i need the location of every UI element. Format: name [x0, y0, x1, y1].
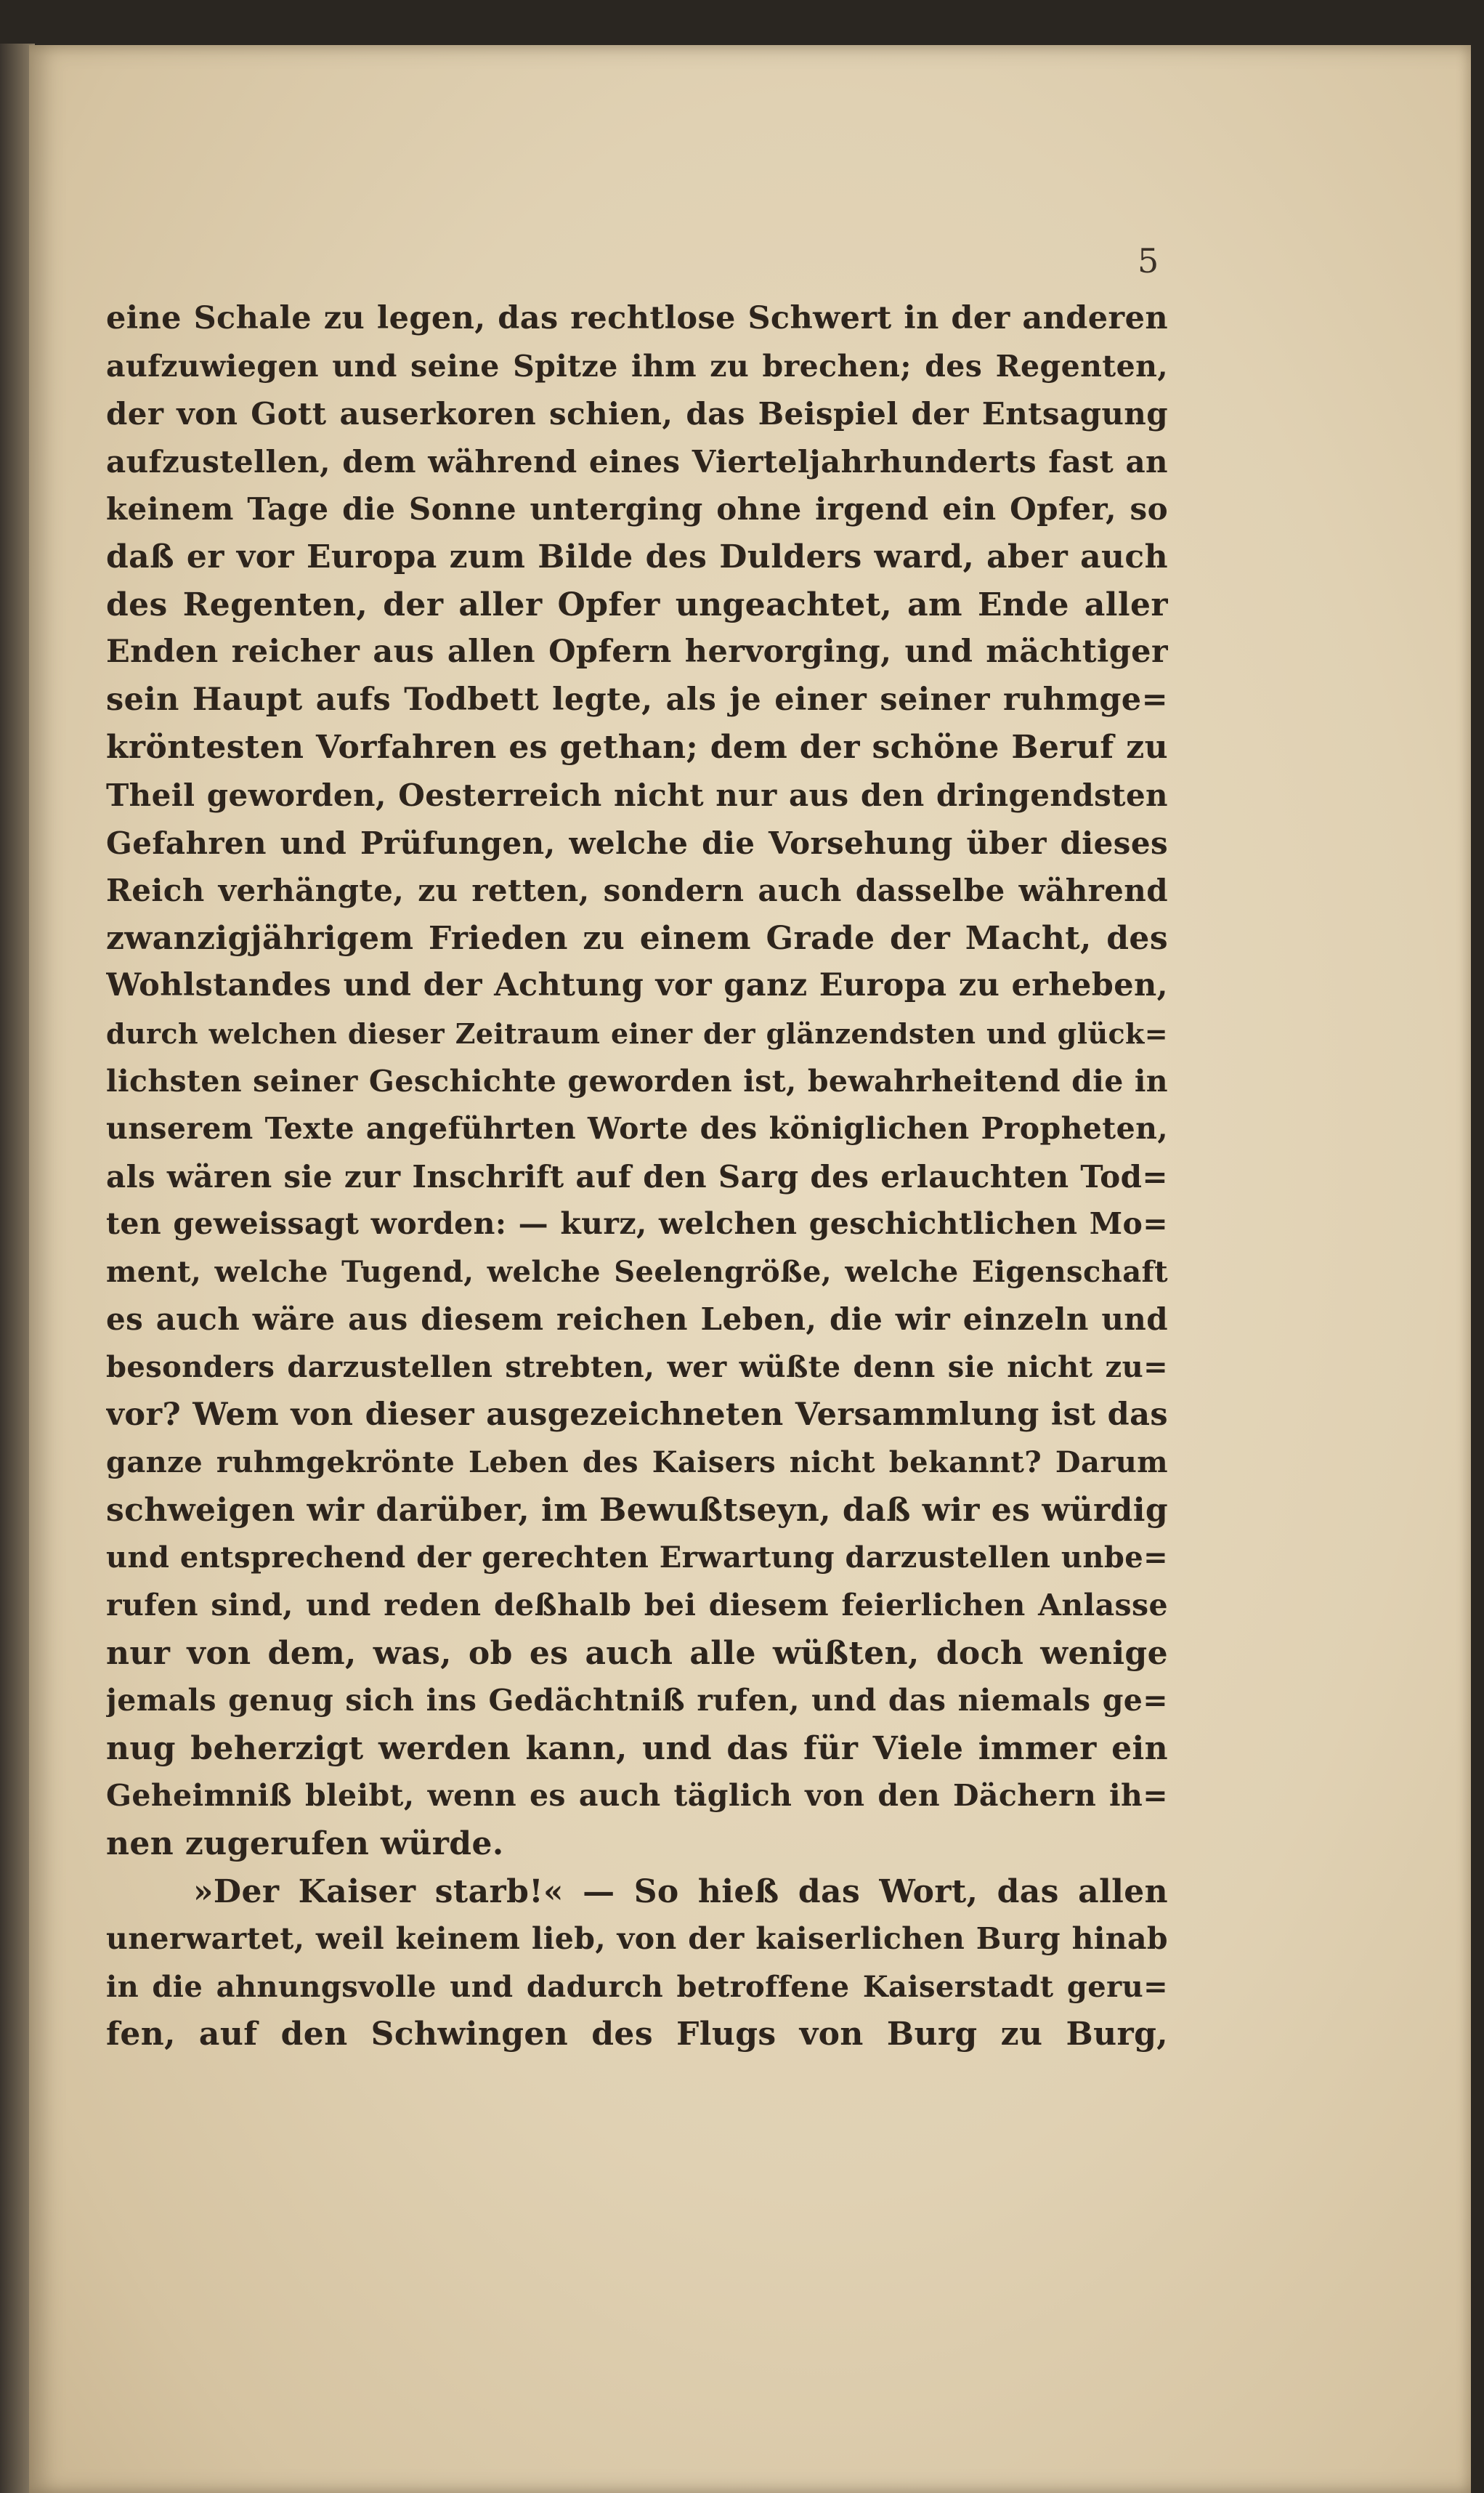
- text-line: eine Schale zu legen, das rechtlose Schwert in der anderen: [106, 300, 1168, 336]
- text-line: kröntesten Vorfahren es gethan; dem der schöne Beruf zu: [106, 729, 1168, 767]
- text-line: Reich verhängte, zu retten, sondern auch dasselbe während: [106, 873, 1168, 909]
- text-line: in die ahnungsvolle und dadurch betroffene Kaiserstadt geru=: [106, 1969, 1168, 2004]
- page-number: 5: [1138, 241, 1159, 280]
- text-line: ganze ruhmgekrönte Leben des Kaisers nicht bekannt? Darum: [106, 1445, 1168, 1480]
- text-line: unserem Texte angeführten Worte des königlichen Propheten,: [106, 1111, 1168, 1147]
- text-line: nen zugerufen würde.: [106, 1825, 504, 1862]
- text-line: rufen sind, und reden deßhalb bei diesem feierlichen Anlasse: [106, 1588, 1168, 1623]
- text-line: besonders darzustellen strebten, wer wüßte denn sie nicht zu=: [106, 1350, 1168, 1385]
- text-line: Geheimniß bleibt, wenn es auch täglich von den Dächern ih=: [106, 1778, 1168, 1814]
- text-line: vor? Wem von dieser ausgezeichneten Versammlung ist das: [106, 1396, 1168, 1433]
- text-line: »Der Kaiser starb!« — So hieß das Wort, das allen: [193, 1872, 1168, 1910]
- text-line: und entsprechend der gerechten Erwartung darzustellen unbe=: [106, 1540, 1168, 1575]
- text-line: Enden reicher aus allen Opfern hervorging, und mächtiger: [106, 634, 1168, 671]
- text-line: daß er vor Europa zum Bilde des Dulders ward, aber auch: [106, 538, 1168, 575]
- text-line: schweigen wir darüber, im Bewußtseyn, daß wir es würdig: [106, 1491, 1168, 1529]
- paragraph-2: [106, 1868, 1168, 2058]
- text-line: fen, auf den Schwingen des Flugs von Burg zu Burg,: [106, 2016, 1168, 2053]
- text-line: aufzustellen, dem während eines Vierteljahrhunderts fast an: [106, 443, 1168, 480]
- paragraph-1: [106, 295, 1168, 1868]
- text-line: nur von dem, was, ob es auch alle wüßten, doch wenige: [106, 1634, 1168, 1672]
- text-line: sein Haupt aufs Todbett legte, als je einer seiner ruhmge=: [106, 681, 1168, 718]
- text-line: unerwartet, weil keinem lieb, von der kaiserlichen Burg hinab: [106, 1921, 1168, 1957]
- text-line: es auch wäre aus diesem reichen Leben, die wir einzeln und: [106, 1301, 1168, 1338]
- body-text: [106, 295, 1168, 2058]
- text-line: des Regenten, der aller Opfer ungeachtet, am Ende aller: [106, 586, 1168, 623]
- text-line: der von Gott auserkoren schien, das Beispiel der Entsagung: [106, 396, 1168, 432]
- text-line: ment, welche Tugend, welche Seelengröße, welche Eigenschaft: [106, 1254, 1168, 1289]
- text-line: als wären sie zur Inschrift auf den Sarg des erlauchten Tod=: [106, 1158, 1168, 1195]
- text-line: Gefahren und Prüfungen, welche die Vorsehung über dieses: [106, 825, 1168, 861]
- text-line: lichsten seiner Geschichte geworden ist, bewahrheitend die in: [106, 1063, 1168, 1099]
- text-line: nug beherzigt werden kann, und das für Viele immer ein: [106, 1729, 1168, 1767]
- text-line: Wohlstandes und der Achtung vor ganz Europa zu erheben,: [106, 967, 1168, 1004]
- text-line: zwanzigjährigem Frieden zu einem Grade der Macht, des: [106, 919, 1168, 957]
- text-line: keinem Tage die Sonne unterging ohne irgend ein Opfer, so: [106, 491, 1168, 528]
- text-line: ten geweissagt worden: — kurz, welchen geschichtlichen Mo=: [106, 1206, 1168, 1242]
- text-line: Theil geworden, Oesterreich nicht nur aus den dringendsten: [106, 777, 1168, 813]
- text-line: jemals genug sich ins Gedächtniß rufen, und das niemals ge=: [106, 1683, 1168, 1718]
- text-line: durch welchen dieser Zeitraum einer der glänzendsten und glück=: [106, 1017, 1168, 1050]
- text-line: aufzuwiegen und seine Spitze ihm zu brechen; des Regenten,: [106, 348, 1168, 384]
